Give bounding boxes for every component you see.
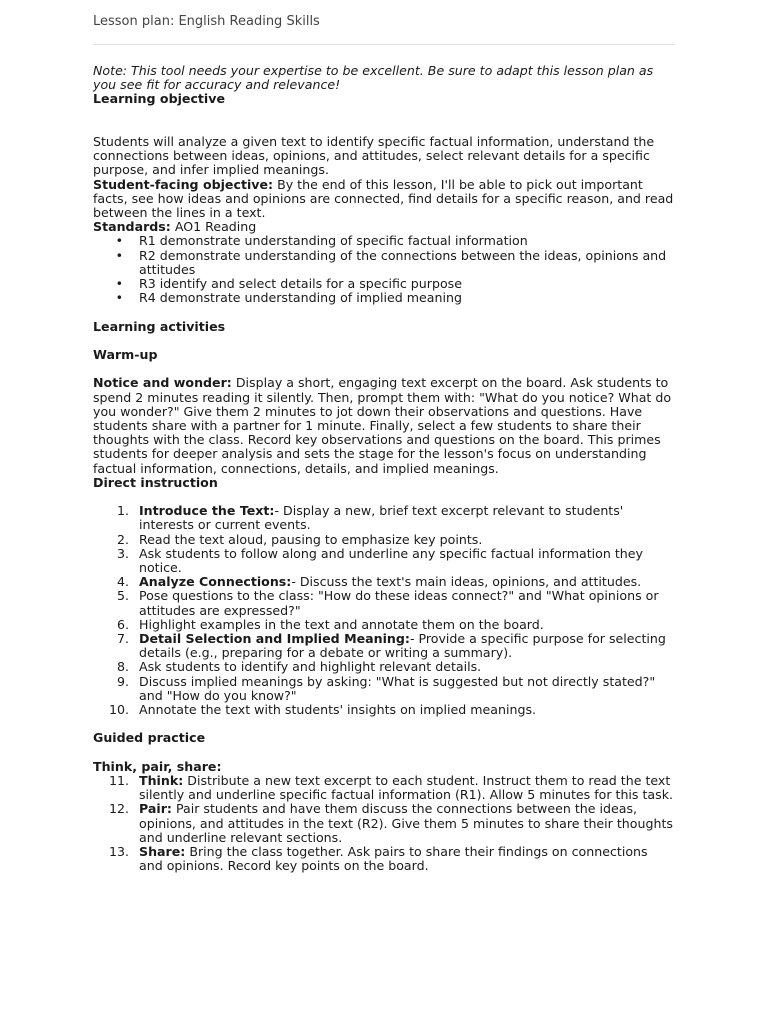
standards-list-item — [93, 277, 675, 291]
standards-list-item — [93, 249, 675, 277]
guided-practice-list — [93, 774, 675, 873]
numbered-list-item — [93, 533, 675, 547]
list-item-text: - Discuss the text's main ideas, opinions, and attitudes. — [291, 574, 642, 590]
direct-instruction-heading: Direct instruction — [93, 474, 218, 490]
list-item-text: Distribute a new text excerpt to each student. Instruct them to read the text silently and underline specific factual information (R1). Allow 5 minutes for this task. — [139, 773, 674, 803]
list-item-text: Pair students and have them discuss the connections between the ideas, opinions, and attitudes in the text (R2). Give them 5 minutes to share their thoughts and underline relevant sections. — [139, 801, 673, 845]
header-divider — [93, 44, 675, 45]
standards-list-item — [93, 234, 675, 248]
student-objective-label: Student-facing objective: — [93, 176, 274, 192]
guided-practice-heading: Guided practice — [93, 730, 206, 746]
list-item-label: Think: — [139, 773, 184, 789]
standards-item-text: R3 identify and select details for a specific purpose — [139, 276, 462, 292]
student-objective-text: By the end of this lesson, I'll be able to pick out important facts, see how ideas and opinions are connected, find details for a specific reason, and read between the lines in a text. — [93, 176, 674, 220]
numbered-list-item — [93, 618, 675, 632]
list-number: 6. — [116, 616, 129, 632]
standards-item-text: R2 demonstrate understanding of the connections between the ideas, opinions and attitudes — [139, 247, 667, 277]
standards-line — [93, 220, 675, 234]
list-number: 10. — [108, 702, 129, 718]
list-item-text: Highlight examples in the text and annotate them on the board. — [139, 616, 544, 632]
list-item-text: Discuss implied meanings by asking: "What is suggested but not directly stated?" and "How do you know?" — [139, 673, 656, 703]
list-number: 2. — [116, 531, 129, 547]
list-number: 5. — [116, 588, 129, 604]
warmup-label: Notice and wonder: — [93, 375, 232, 391]
note-text: Note: This tool needs your expertise to be excellent. Be sure to adapt this lesson plan as you see fit for accuracy and relevance! — [93, 63, 654, 93]
list-item-label: Analyze Connections: — [139, 574, 292, 590]
learning-activities-heading: Learning activities — [93, 318, 226, 334]
list-item-text: Ask students to follow along and underline any specific factual information they notice. — [139, 545, 643, 576]
standards-text: AO1 Reading — [170, 219, 257, 235]
list-item-label: Share: — [139, 844, 186, 860]
list-item-label: Pair: — [139, 801, 172, 817]
numbered-list-item — [93, 504, 675, 532]
list-number: 9. — [116, 673, 129, 689]
list-number: 12. — [108, 801, 129, 817]
bullet-marker: • — [115, 276, 123, 292]
numbered-list-item — [93, 703, 675, 717]
list-item-text: Ask students to identify and highlight relevant details. — [139, 659, 482, 675]
learning-objective-heading: Learning objective — [93, 91, 226, 107]
numbered-list-item — [93, 632, 675, 660]
bullet-marker: • — [115, 233, 123, 249]
list-number: 1. — [116, 503, 129, 519]
warmup-text: Display a short, engaging text excerpt on the board. Ask students to spend 2 minutes reading it silently. Then, prompt them with: "What do you notice? What do you wonder?" Give them 2 minutes to jot down their observations and questions. Have students share with a partner for 1 minute. Finally, select a few students to share their thoughts with the class. Record key observations and questions on the board. This primes students for deeper analysis and sets the stage for the lesson's focus on understanding factual information, connections, details, and implied meanings. — [93, 375, 672, 476]
page-header-title: Lesson plan: English Reading Skills — [93, 14, 320, 29]
list-item-text: - Display a new, brief text excerpt relevant to students' interests or current events. — [139, 503, 624, 533]
bullet-marker: • — [115, 247, 123, 263]
standards-label: Standards: — [93, 219, 171, 235]
numbered-list-item — [93, 802, 675, 845]
numbered-list-item — [93, 675, 675, 703]
list-number: 11. — [108, 773, 129, 789]
guided-practice-subheading: Think, pair, share: — [93, 758, 222, 774]
standards-list-item — [93, 291, 675, 305]
list-item-text: Annotate the text with students' insights on implied meanings. — [139, 702, 537, 718]
warmup-heading: Warm-up — [93, 347, 158, 362]
direct-instruction-list — [93, 504, 675, 717]
numbered-list-item — [93, 660, 675, 674]
list-item-label: Introduce the Text: — [139, 503, 275, 519]
numbered-list-item — [93, 589, 675, 617]
learning-objective-body: Students will analyze a given text to identify specific factual information, understand the connections between ideas, opinions, and attitudes, select relevant details for a specific purpose, and infer implied meanings. — [93, 133, 655, 178]
list-number: 7. — [116, 631, 129, 647]
numbered-list-item — [93, 547, 675, 575]
list-number: 8. — [116, 659, 129, 675]
list-item-text: - Provide a specific purpose for selecting details (e.g., preparing for a debate or writing a summary). — [139, 631, 666, 661]
list-number: 3. — [116, 545, 129, 561]
numbered-list-item — [93, 845, 675, 873]
warmup-body — [93, 376, 675, 475]
standards-item-text: R4 demonstrate understanding of implied meaning — [139, 290, 462, 306]
numbered-list-item — [93, 774, 675, 802]
lesson-content — [93, 64, 675, 873]
numbered-list-item — [93, 575, 675, 589]
list-number: 4. — [116, 574, 129, 590]
standards-list — [93, 234, 675, 305]
student-facing-objective — [93, 178, 675, 221]
bullet-marker: • — [115, 290, 123, 306]
standards-item-text: R1 demonstrate understanding of specific factual information — [139, 233, 528, 249]
list-item-text: Pose questions to the class: "How do these ideas connect?" and "What opinions or attitudes are expressed?" — [139, 588, 659, 618]
list-item-text: Bring the class together. Ask pairs to share their findings on connections and opinions. Record key points on the board. — [139, 844, 648, 874]
list-item-text: Read the text aloud, pausing to emphasize key points. — [139, 531, 483, 547]
list-number: 13. — [108, 844, 129, 860]
list-item-label: Detail Selection and Implied Meaning: — [139, 631, 410, 647]
